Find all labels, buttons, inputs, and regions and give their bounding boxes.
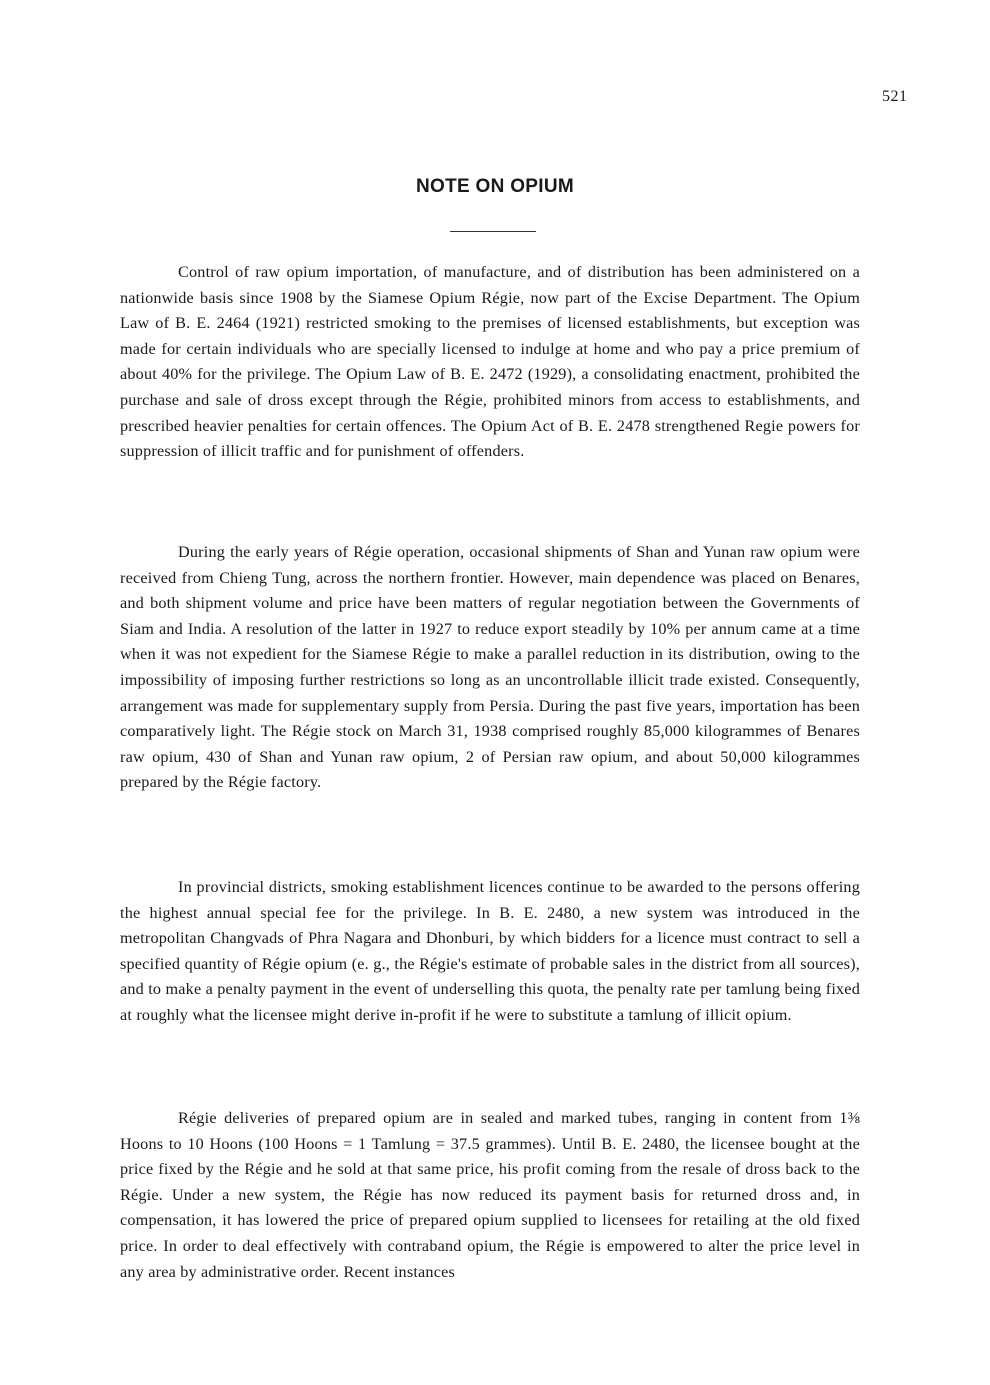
paragraph-regie-deliveries: Régie deliveries of prepared opium are in sealed and marked tubes, ranging in content from 1⅜ Hoons to 10 Hoons (100 Hoons = 1 Tamlung = 37.5 grammes). Until B. E. 2480, the licensee bought at the price fixed by the Régie and he sold at that same price, his profit coming from the resale of dross back to the Régie. Under a new system, the Régie has now reduced its payment basis for returned dross and, in compensation, it has lowered the price of prepared opium supplied to licensees for retailing at the old fixed price. In order to deal effectively with contraband opium, the Régie is empowered to alter the price level in any area by administrative order. Recent instances xyxy=(120,1109,860,1281)
page-number: 521 xyxy=(882,88,908,105)
paragraph-provincial-licences: In provincial districts, smoking establishment licences continue to be awarded to the persons offering the highest annual special fee for the privilege. In B. E. 2480, a new system was introduced in the metropolitan Changvads of Phra Nagara and Dhonburi, by which bidders for a licence must contract to sell a specified quantity of Régie opium (e. g., the Régie's estimate of probable sales in the district from all sources), and to make a penalty payment in the event of underselling this quota, the penalty rate per tamlung being fixed at roughly what the licensee might derive in-profit if he were to substitute a tamlung of illicit opium. xyxy=(120,878,860,1024)
paragraph-opium-control: Control of raw opium importation, of manufacture, and of distribution has been administered on a nationwide basis since 1908 by the Siamese Opium Régie, now part of the Excise Department. The Opium Law of B. E. 2464 (1921) restricted smoking to the premises of licensed establishments, but exception was made for certain individuals who are specially licensed to indulge at home and who pay a price premium of about 40% for the privilege. The Opium Law of B. E. 2472 (1929), a consolidating enactment, prohibited the purchase and sale of dross except through the Régie, prohibited minors from access to establishments, and prescribed heavier penalties for certain offences. The Opium Act of B. E. 2478 strengthened Regie powers for suppression of illicit traffic and for punishment of offenders. xyxy=(120,263,860,461)
page-title: NOTE ON OPIUM xyxy=(415,176,574,197)
paragraph-regie-operation: During the early years of Régie operation, occasional shipments of Shan and Yunan raw opium were received from Chieng Tung, across the northern frontier. However, main dependence was placed on Benares, and both shipment volume and price have been matters of regular negotiation between the Governments of Siam and India. A resolution of the latter in 1927 to reduce export steadily by 10% per annum came at a time when it was not expedient for the Siamese Régie to make a parallel reduction in its distribution, owing to the impossibility of imposing further restrictions so long as an uncontrollable illicit trade existed. Consequently, arrangement was made for supplementary supply from Persia. During the past five years, importation has been comparatively light. The Régie stock on March 31, 1938 comprised roughly 85,000 kilogrammes of Benares raw opium, 430 of Shan and Yunan raw opium, 2 of Persian raw opium, and about 50,000 kilogrammes prepared by the Régie factory. xyxy=(120,543,860,792)
title-divider xyxy=(450,231,536,232)
